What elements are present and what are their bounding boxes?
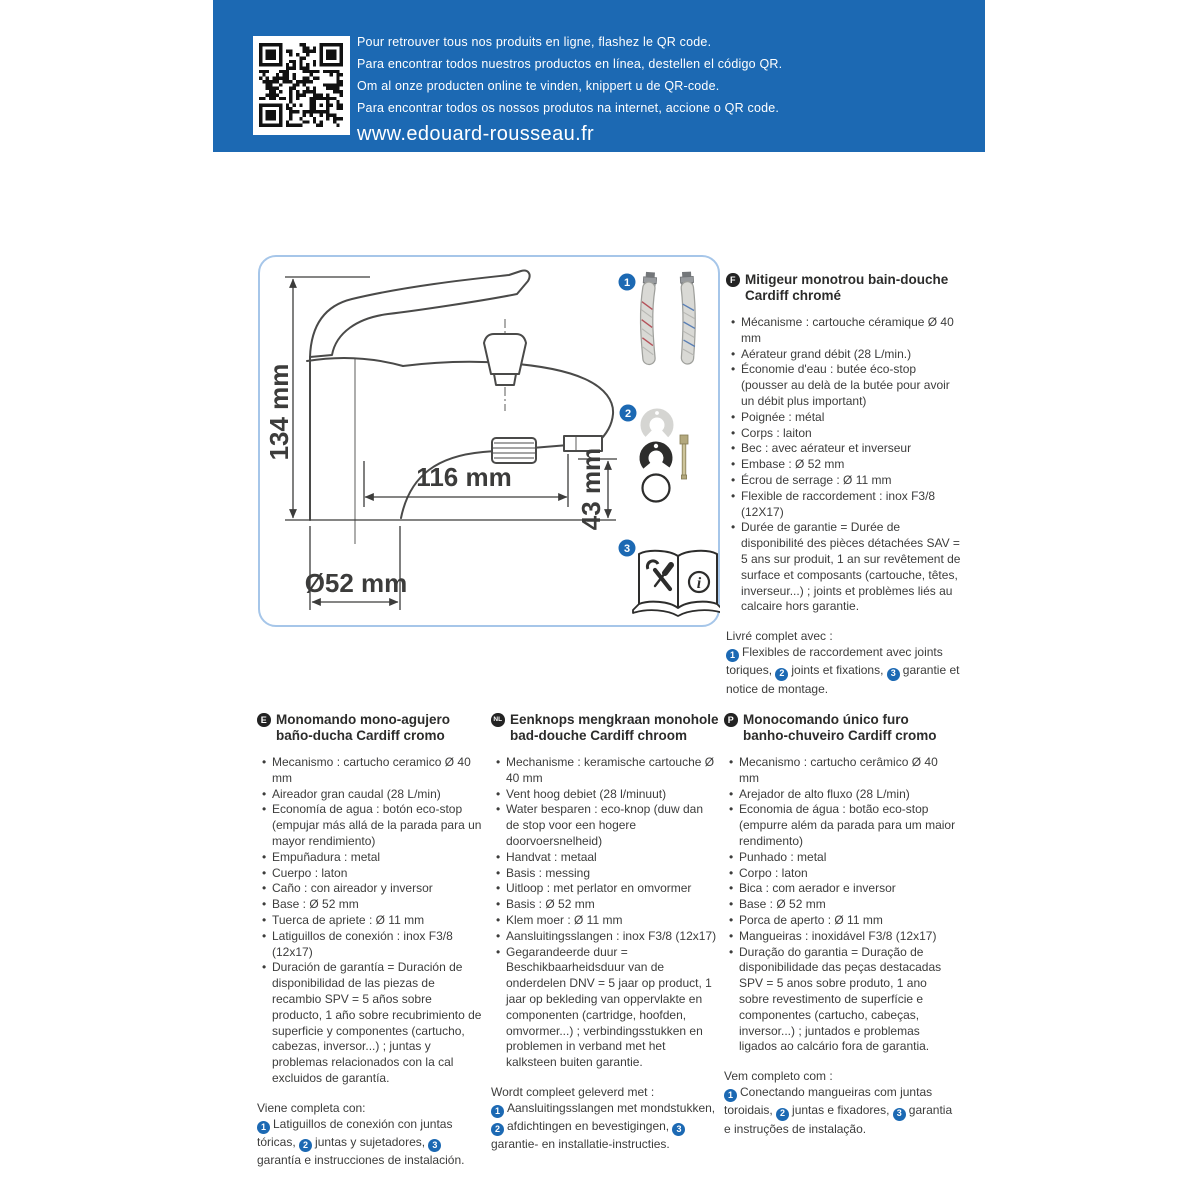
spec-item: • Cuerpo : laton	[261, 866, 483, 882]
delivered-text: juntas y sujetadores,	[315, 1134, 426, 1149]
faucet-technical-drawing	[258, 255, 720, 627]
marker-3-badge	[618, 539, 635, 556]
svg-text:2: 2	[624, 407, 631, 420]
language-badge-pt: P	[724, 713, 738, 727]
delivered-item	[775, 663, 886, 677]
spec-item: • Economia de água : botão eco-stop (empurre além da parada para um maior rendimento)	[728, 802, 956, 849]
language-badge-fr: F	[726, 273, 740, 287]
spec-item: • Vent hoog debiet (28 l/minuut)	[495, 787, 719, 803]
svg-text:3: 3	[623, 542, 630, 555]
spec-item: • Bec : avec aérateur et inverseur	[730, 441, 966, 457]
language-badge-es: E	[257, 713, 271, 727]
delivered-text: Conectando mangueiras com juntas toroidais,	[724, 1085, 933, 1118]
delivered-intro-es: Viene completa con:	[257, 1100, 366, 1115]
spec-item: • Mecanismo : cartucho ceramico Ø 40 mm	[261, 755, 483, 787]
delivered-items-fr	[726, 644, 966, 698]
spec-item: • Empuñadura : metal	[261, 850, 483, 866]
numbered-badge: 2	[299, 1139, 312, 1152]
product-title-es: E Monomando mono-agujero baño-ducha Cardiff cromo	[257, 712, 483, 744]
spec-item: • Basis : Ø 52 mm	[495, 897, 719, 913]
qr-instructions	[357, 31, 782, 146]
qr-instruction-fr: Pour retrouver tous nos produits en ligne, flashez le QR code.	[357, 35, 712, 49]
spec-item: • Poignée : métal	[730, 410, 966, 426]
numbered-badge: 1	[257, 1121, 270, 1134]
delivered-items-pt	[724, 1084, 956, 1138]
dimension-base-label: Ø52 mm	[304, 567, 407, 598]
delivered-item	[491, 1119, 672, 1133]
threaded-stud-icon	[680, 435, 688, 479]
numbered-badge: 2	[775, 668, 788, 681]
numbered-badge: 1	[491, 1105, 504, 1118]
manual-book-icon	[633, 550, 720, 615]
numbered-badge: 3	[428, 1139, 441, 1152]
delivered-text: joints et fixations,	[791, 663, 884, 678]
dimension-reach-label: 116 mm	[415, 461, 512, 492]
delivered-text: juntas e fixadores,	[792, 1103, 890, 1118]
spec-item: • Duração do garantia = Duração de disponibilidade das peças destacadas SPV = 5 anos sobre produto, 1 ano sobre revestimento de superfície e componentes (cartucho, cabeças, inversor...) ; juntados e problemas ligados ao calcário fora de garantia.	[728, 945, 956, 1056]
marker-1-badge	[618, 273, 635, 290]
delivered-text: Flexibles de raccordement avec joints toriques,	[726, 645, 943, 678]
qr-instruction-pt: Para encontrar todos os nossos produtos na internet, accione o QR code.	[357, 101, 780, 115]
technical-diagram-panel	[258, 255, 720, 627]
spec-item: • Mecanismo : cartucho cerâmico Ø 40 mm	[728, 755, 956, 787]
svg-text:1: 1	[623, 276, 630, 289]
product-title-fr: F Mitigeur monotrou bain-douche Cardiff chromé	[726, 272, 966, 304]
qr-instruction-nl: Om al onze producten online te vinden, knippert u de QR-code.	[357, 79, 720, 93]
spec-item: • Durée de garantie = Durée de disponibilité des pièces détachées SAV = 5 ans sur produit, 1 an sur revêtement de surface et composants (cartouche, têtes, inverseur...) ; joints et problèmes liés au calcaire hors garantie.	[730, 520, 966, 615]
flexible-hoses-icon	[638, 271, 697, 358]
product-column-nl	[491, 712, 719, 1154]
spec-item: • Latiguillos de conexión : inox F3/8 (12x17)	[261, 929, 483, 961]
spec-item: • Base : Ø 52 mm	[728, 897, 956, 913]
product-title-nl: NL Eenknops mengkraan monohole bad-douche Cardiff chroom	[491, 712, 719, 744]
spec-item: • Flexible de raccordement : inox F3/8 (12X17)	[730, 489, 966, 521]
product-column-pt	[724, 712, 956, 1138]
delivered-text: afdichtingen en bevestigingen,	[507, 1119, 670, 1134]
spec-item: • Embase : Ø 52 mm	[730, 457, 966, 473]
delivered-text: garantie- en installatie-instructies.	[491, 1137, 670, 1152]
numbered-badge: 2	[491, 1123, 504, 1136]
numbered-badge: 3	[893, 1108, 906, 1121]
delivered-item	[491, 1101, 715, 1115]
delivered-text: garantie et notice de montage.	[726, 663, 960, 696]
seals-fixings-icon	[639, 408, 688, 501]
spec-item: • Corpo : laton	[728, 866, 956, 882]
diverter-knob	[484, 334, 526, 374]
delivered-intro-fr: Livré complet avec :	[726, 629, 833, 644]
delivered-item	[299, 1135, 428, 1149]
product-column-fr	[726, 272, 966, 698]
o-ring-icon	[642, 474, 669, 501]
info-glyph	[689, 572, 709, 592]
spec-item: • Aansluitingsslangen : inox F3/8 (12x17)	[495, 929, 719, 945]
spec-item: • Tuerca de apriete : Ø 11 mm	[261, 913, 483, 929]
delivered-text: Aansluitingsslangen met mondstukken,	[507, 1100, 716, 1115]
spec-item: • Aérateur grand débit (28 L/min.)	[730, 347, 966, 363]
spec-item: • Porca de aperto : Ø 11 mm	[728, 913, 956, 929]
spec-item: • Klem moer : Ø 11 mm	[495, 913, 719, 929]
spec-item: • Base : Ø 52 mm	[261, 897, 483, 913]
product-title-pt: P Monocomando único furo banho-chuveiro Cardiff cromo	[724, 712, 956, 744]
numbered-badge: 3	[672, 1123, 685, 1136]
delivered-text: Latiguillos de conexión con juntas tóricas,	[257, 1116, 453, 1149]
spec-item: • Aireador gran caudal (28 L/min)	[261, 787, 483, 803]
numbered-badge: 1	[726, 649, 739, 662]
spec-item: • Écrou de serrage : Ø 11 mm	[730, 473, 966, 489]
spec-item: • Basis : messing	[495, 866, 719, 882]
marker-2-badge	[619, 404, 636, 421]
qr-code-image	[259, 43, 343, 127]
spec-item: • Arejador de alto fluxo (28 L/min)	[728, 787, 956, 803]
spec-item: • Mechanisme : keramische cartouche Ø 40 mm	[495, 755, 719, 787]
dimension-spout-height-label: 43 mm	[575, 447, 606, 530]
spec-item: • Water besparen : eco-knop (duw dan de stop voor een hogere doorvoersnelheid)	[495, 802, 719, 849]
numbered-badge: 1	[724, 1089, 737, 1102]
spec-item: • Punhado : metal	[728, 850, 956, 866]
website-url: www.edouard-rousseau.fr	[357, 123, 595, 145]
spec-item: • Economía de agua : botón eco-stop (empujar más allá de la parada para un mayor rendimiento)	[261, 802, 483, 849]
aerator	[492, 438, 536, 463]
spec-list-es	[257, 755, 483, 1087]
spec-item: • Économie d'eau : butée éco-stop (pousser au delà de la butée pour avoir un débit plus important)	[730, 362, 966, 409]
spec-item: • Gegarandeerde duur = Beschikbaarheidsduur van de onderdelen DNV = 5 jaar op product, 1 jaar op bekleding van oppervlakte en componenten (cartridge, hoofden, omvormer...) ; verbindingsstukken en problemen in verband met het kalksteen buiten garantie.	[495, 945, 719, 1071]
svg-text:i: i	[696, 574, 701, 592]
spec-list-nl	[491, 755, 719, 1071]
delivered-items-es	[257, 1116, 483, 1170]
header-band	[213, 0, 985, 152]
qr-code	[253, 36, 350, 135]
spec-item: • Bica : com aerador e inversor	[728, 881, 956, 897]
product-column-es	[257, 712, 483, 1170]
spec-item: • Caño : con aireador y inversor	[261, 881, 483, 897]
language-badge-nl: NL	[491, 713, 505, 727]
delivered-items-nl	[491, 1100, 719, 1154]
qr-instruction-es: Para encontrar todos nuestros productos en línea, destellen el código QR.	[357, 57, 783, 71]
faucet-outline	[307, 270, 613, 543]
spec-item: • Corps : laiton	[730, 426, 966, 442]
spec-item: • Uitloop : met perlator en omvormer	[495, 881, 719, 897]
delivered-text: garantía e instrucciones de instalación.	[257, 1153, 465, 1168]
delivered-intro-nl: Wordt compleet geleverd met :	[491, 1084, 655, 1099]
spec-list-pt	[724, 755, 956, 1055]
spec-list-fr	[726, 315, 966, 615]
delivered-item	[776, 1103, 893, 1117]
delivered-intro-pt: Vem completo com :	[724, 1069, 833, 1084]
spec-item: • Duración de garantía = Duración de disponibilidad de las piezas de recambio SPV = 5 años sobre producto, 1 año sobre recubrimiento de superficie y componentes (cartucho, cabezas, inversor...) ; juntas y problemas relacionados con la cal excluidos de garantía.	[261, 960, 483, 1086]
dimension-height-label: 134 mm	[263, 363, 294, 460]
numbered-badge: 2	[776, 1108, 789, 1121]
spec-item: • Mécanisme : cartouche céramique Ø 40 mm	[730, 315, 966, 347]
spec-item: • Handvat : metaal	[495, 850, 719, 866]
numbered-badge: 3	[887, 668, 900, 681]
delivered-text: garantia e instruções de instalação.	[724, 1103, 953, 1136]
spec-item: • Mangueiras : inoxidável F3/8 (12x17)	[728, 929, 956, 945]
